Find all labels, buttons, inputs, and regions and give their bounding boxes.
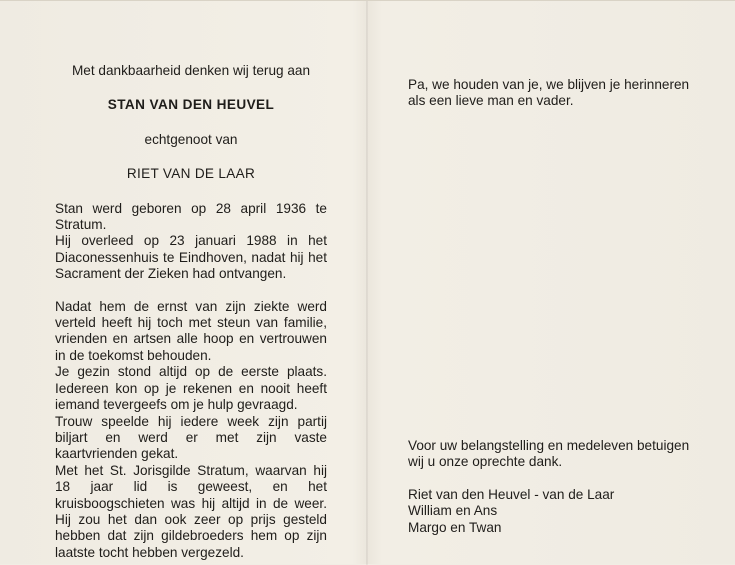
bio-illness: Nadat hem de ernst van zijn ziekte werd verteld heeft hij toch met steun van familie, vrienden en artsen alle hoop en vertrouwen in de toekomst behouden. [55, 298, 327, 363]
left-page [55, 63, 327, 561]
deceased-name: STAN VAN DEN HEUVEL [107, 97, 275, 113]
spouse-label: echtgenoot van [144, 131, 238, 147]
right-page-message [408, 77, 698, 110]
signatory: Margo en Twan [408, 520, 502, 535]
farewell-message: Pa, we houden van je, we blijven je herinneren als een lieve man en vader. [408, 77, 690, 109]
bio-family: Je gezin stond altijd op de eerste plaats. Iedereen kon op je rekenen en nooit heeft iemand tevergeefs om je hulp gevraagd. [55, 364, 327, 413]
bio-billiards: Trouw speelde hij iedere week zijn partij biljart en werd er met zijn vaste kaartvrienden gekat. [55, 413, 327, 462]
spouse-name: RIET VAN DE LAAR [126, 166, 256, 182]
signatories [408, 487, 698, 537]
bio-death: Hij overleed op 23 januari 1988 in het Diaconessenhuis te Eindhoven, nadat hij het Sacrament der Zieken had ontvangen. [55, 233, 327, 282]
bio-birth: Stan werd geboren op 28 april 1936 te Stratum. [55, 200, 327, 233]
signatory: William en Ans [408, 503, 498, 519]
thanks-text: Voor uw belangstelling en medeleven betuigen wij u onze oprechte dank. [408, 438, 690, 470]
signatory: Riet van den Heuvel - van de Laar [408, 486, 615, 502]
right-page-thanks [408, 438, 698, 537]
bio-guild: Met het St. Jorisgilde Stratum, waarvan hij 18 jaar lid is geweest, en het kruisboogschieten was hij altijd in de weer. Hij zou het dan ook zeer op prijs gesteld hebben dat zijn gildebroeders hem op zijn laatste tocht hebben vergezeld. [55, 462, 327, 560]
card-fold [366, 1, 368, 565]
intro-text: Met dankbaarheid denken wij terug aan [71, 63, 311, 78]
